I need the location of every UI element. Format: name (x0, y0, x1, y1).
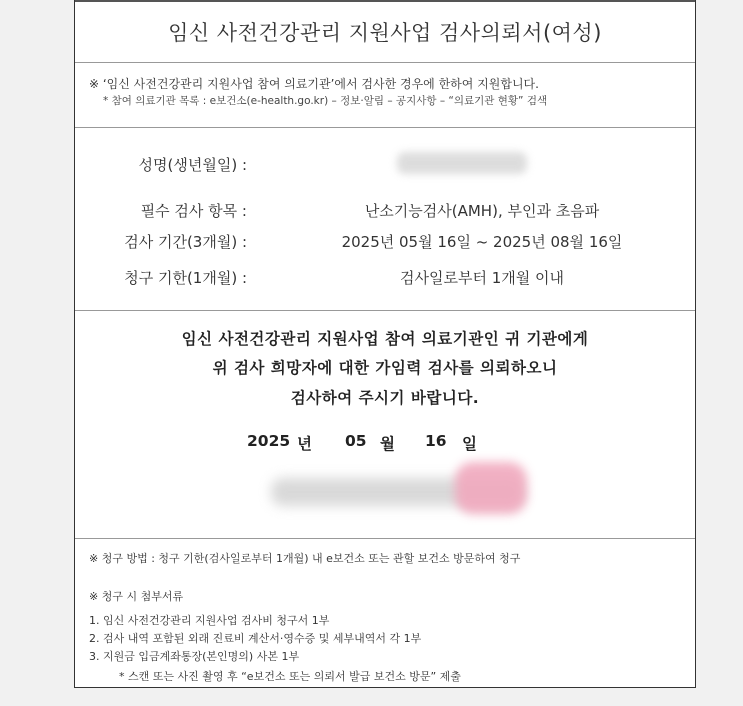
date-month-unit: 월 (380, 435, 395, 453)
redacted-name (397, 152, 527, 174)
redacted-stamp (455, 462, 527, 514)
field-label: 청구 기한(1개월) : (124, 269, 247, 287)
attachment-item-1: 1. 임신 사전건강관리 지원사업 검사비 청구서 1부 (89, 614, 330, 627)
attachments-note: * 스캔 또는 사진 촬영 후 “e보건소 또는 의뢰서 발급 보건소 방문” 제출 (119, 670, 461, 683)
field-value: 난소기능검사(AMH), 부인과 초음파 (364, 202, 600, 220)
request-section (75, 310, 695, 539)
request-line-1: 임신 사전건강관리 지원사업 참여 의료기관인 귀 기관에게 (181, 330, 589, 348)
date-month: 05 (345, 432, 367, 450)
field-value: 검사일로부터 1개월 이내 (400, 269, 564, 287)
date-day: 16 (425, 432, 447, 450)
field-value: 2025년 05월 16일 ~ 2025년 08월 16일 (341, 233, 623, 251)
notice-sub-text: * 참여 의료기관 목록 : e보건소(e-health.go.kr) – 정보·알림 – 공지사항 – “의료기관 현황” 검색 (103, 95, 548, 107)
referral-document (74, 0, 696, 688)
request-line-2: 위 검사 희망자에 대한 가임력 검사를 의뢰하오니 (212, 359, 558, 377)
notice-section (75, 60, 695, 128)
info-section (75, 128, 695, 311)
field-label: 검사 기간(3개월) : (124, 233, 247, 251)
attachment-item-3: 3. 지원금 입금계좌통장(본인명의) 사본 1부 (89, 650, 300, 663)
field-label: 필수 검사 항목 : (140, 202, 247, 220)
date-year: 2025 (247, 432, 291, 450)
date-year-unit: 년 (297, 435, 312, 453)
date-day-unit: 일 (462, 435, 477, 453)
attachment-item-2: 2. 검사 내역 포함된 외래 진료비 계산서·영수증 및 세부내역서 각 1부 (89, 632, 422, 645)
attachments-title: ※ 청구 시 첨부서류 (89, 590, 184, 603)
request-line-3: 검사하여 주시기 바랍니다. (290, 389, 480, 407)
claim-method-text: ※ 청구 방법 : 청구 기한(검사일로부터 1개월) 내 e보건소 또는 관할 보건소 방문하여 청구 (89, 552, 521, 565)
field-label: 성명(생년월일) : (138, 156, 247, 174)
notice-main-text: ※ ‘임신 사전건강관리 지원사업 참여 의료기관’에서 검사한 경우에 한하여 지원합니다. (89, 77, 539, 91)
document-title-row (75, 0, 695, 63)
document-title: 임신 사전건강관리 지원사업 검사의뢰서(여성) (168, 21, 602, 45)
